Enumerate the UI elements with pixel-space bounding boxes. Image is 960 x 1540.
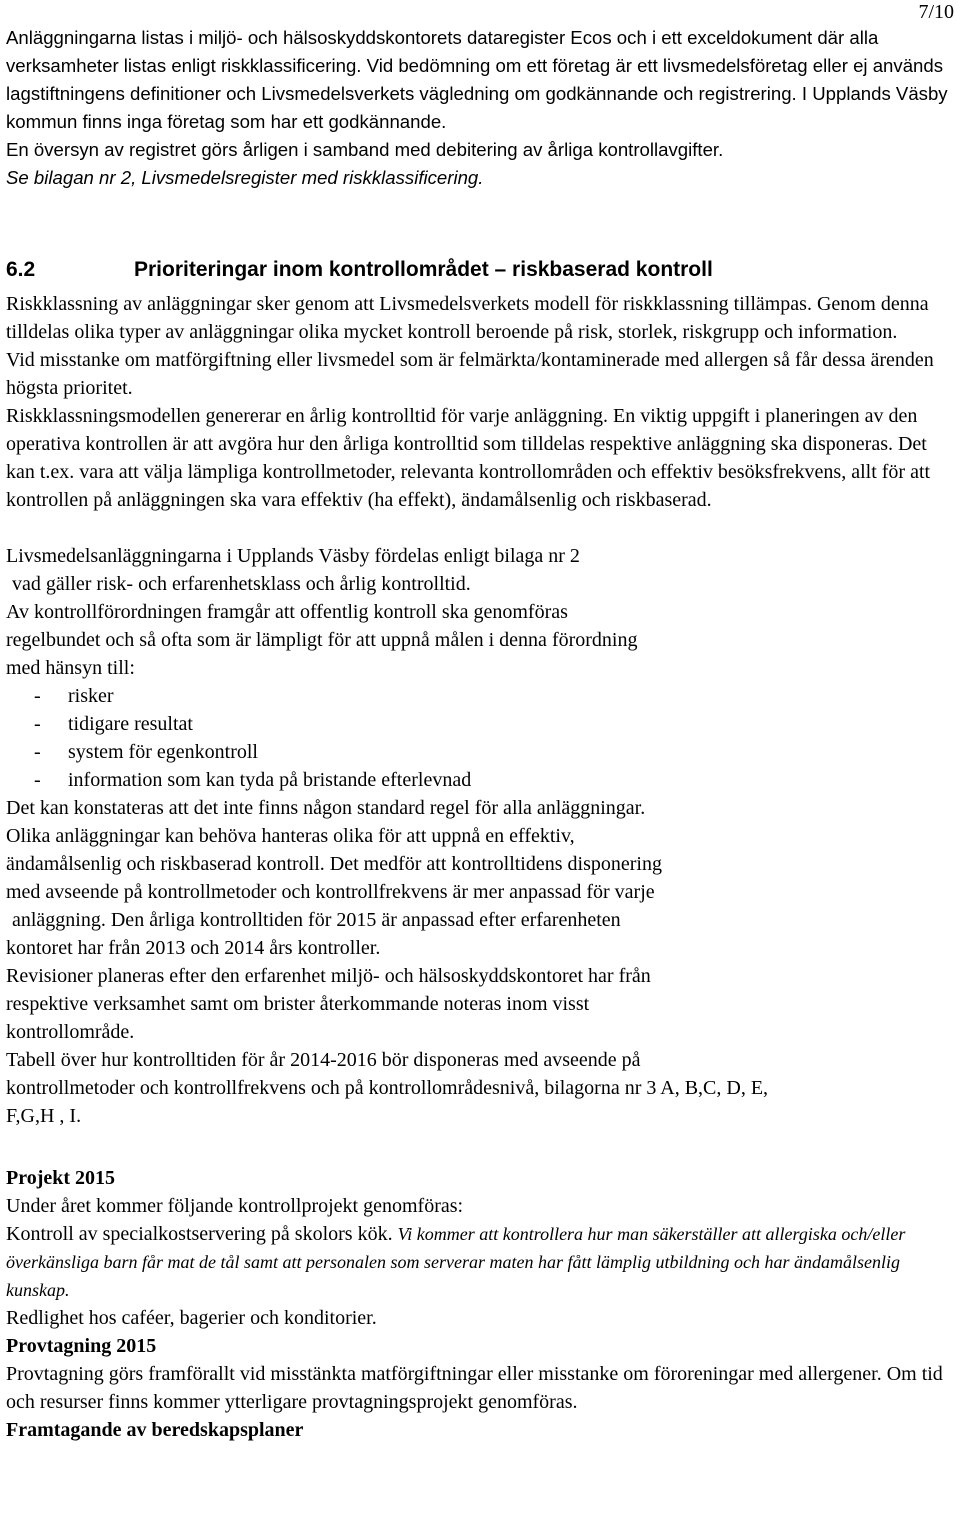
projekt-intro: Under året kommer följande kontrollprojekt genomföras:: [6, 1195, 464, 1217]
section-paragraph-tabell-line2: kontrollmetoder och kontrollfrekvens och på kontrollområdesnivå, bilagorna nr 3 A, B,C, D, E,: [6, 1077, 769, 1099]
section-paragraph-standard: Det kan konstateras att det inte finns någon standard regel för alla anläggningar.: [6, 797, 646, 819]
projekt-item-specialkost: Kontroll av specialkostservering på skolors kök. Vi kommer att kontrollera hur man säkerställer att allergiska och/eller överkänsliga barn får mat de tål samt att personalen som serverar maten har fått lämplig utbildning och har ändamålsenlig kunskap.: [6, 1223, 906, 1300]
section-paragraph-forordning-line3: med hänsyn till:: [6, 657, 135, 679]
document-body: [6, 24, 954, 1444]
section-paragraph-revisioner-line2: respektive verksamhet samt om brister återkommande noteras inom visst: [6, 993, 590, 1015]
list-item: - risker: [34, 685, 114, 707]
section-paragraph-olika-line4: anläggning. Den årliga kontrolltiden för 2015 är anpassad efter erfarenheten: [12, 909, 621, 931]
section-paragraph-tabell-line3: F,G,H , I.: [6, 1105, 82, 1127]
section-paragraph-bilaga-line2: vad gäller risk- och erfarenhetsklass och årlig kontrolltid.: [12, 573, 471, 595]
criteria-list: [6, 682, 954, 794]
section-title: Prioriteringar inom kontrollområdet – riskbaserad kontroll: [134, 258, 713, 281]
list-item: - system för egenkontroll: [34, 741, 258, 763]
intro-review-paragraph: En översyn av registret görs årligen i samband med debitering av årliga kontrollavgifter.: [6, 139, 724, 160]
intro-block: [6, 24, 954, 192]
page-number: 7/10: [918, 1, 954, 23]
intro-attachment-reference: Se bilagan nr 2, Livsmedelsregister med riskklassificering.: [6, 167, 484, 188]
section-paragraph-revisioner-line1: Revisioner planeras efter den erfarenhet miljö- och hälsoskyddskontoret har från: [6, 965, 651, 987]
section-paragraph-olika-line1: Olika anläggningar kan behöva hanteras olika för att uppnå en effektiv,: [6, 825, 575, 847]
section-paragraph-tabell-line1: Tabell över hur kontrolltiden för år 2014-2016 bör disponeras med avseende på: [6, 1049, 641, 1071]
section-paragraph-olika-line3: med avseende på kontrollmetoder och kontrollfrekvens är mer anpassad för varje: [6, 881, 655, 903]
section-paragraph-forordning-line1: Av kontrollförordningen framgår att offentlig kontroll ska genomföras: [6, 601, 568, 623]
projekt-item-redlighet: Redlighet hos caféer, bagerier och konditorier.: [6, 1307, 377, 1329]
section-paragraph-olika-line2: ändamålsenlig och riskbaserad kontroll. Det medför att kontrolltidens disponering: [6, 853, 662, 875]
section-paragraph-olika-line5: kontoret har från 2013 och 2014 års kontroller.: [6, 937, 381, 959]
provtagning-paragraph: Provtagning görs framförallt vid misstänkta matförgiftningar eller misstanke om föroreningar med allergener. Om tid och resurser finns kommer ytterligare provtagningsprojekt genomföras.: [6, 1363, 943, 1413]
intro-paragraph: Anläggningarna listas i miljö- och hälsoskyddskontorets dataregister Ecos och i ett exceldokument där alla verksamheter listas enligt riskklassificering. Vid bedömning om ett företag är ett livsmedelsföretag eller ej används lagstiftningens definitioner och Livsmedelsverkets vägledning om godkännande och registrering. I Upplands Väsby kommun finns inga företag som har ett godkännande.: [6, 27, 948, 132]
section-paragraph-matforgiftning: Vid misstanke om matförgiftning eller livsmedel som är felmärkta/kontaminerade med allergen så får dessa ärenden högsta prioritet.: [6, 349, 934, 399]
section-paragraph-forordning-line2: regelbundet och så ofta som är lämpligt för att uppnå målen i denna förordning: [6, 629, 638, 651]
section-paragraph-revisioner-line3: kontrollområde.: [6, 1021, 135, 1043]
section-heading: [6, 256, 954, 284]
list-item: - information som kan tyda på bristande efterlevnad: [34, 769, 472, 791]
list-item: - tidigare resultat: [34, 713, 193, 735]
projekt-heading: Projekt 2015: [6, 1167, 116, 1189]
section-number: 6.2: [6, 258, 36, 281]
provtagning-heading: Provtagning 2015: [6, 1335, 157, 1357]
section-paragraph-bilaga-line1: Livsmedelsanläggningarna i Upplands Väsby fördelas enligt bilaga nr 2: [6, 545, 580, 567]
section-paragraph-riskklassning: Riskklassning av anläggningar sker genom att Livsmedelsverkets modell för riskklassning tillämpas. Genom denna tilldelas olika typer av anläggningar olika mycket kontroll beroende på risk, storlek, riskgrupp och information.: [6, 293, 929, 343]
section-paragraph-kontrolltid: Riskklassningsmodellen genererar en årlig kontrolltid för varje anläggning. En viktig uppgift i planeringen av den operativa kontrollen är att avgöra hur den årliga kontrolltid som tilldelas respektive anläggning ska disponeras. Det kan t.ex. vara att välja lämpliga kontrollmetoder, relevanta kontrollområden och effektiv besöksfrekvens, allt för att kontrollen på anläggningen ska vara effektiv (ha effekt), ändamålsenlig och riskbaserad.: [6, 405, 931, 511]
framtagande-heading: Framtagande av beredskapsplaner: [6, 1419, 304, 1441]
